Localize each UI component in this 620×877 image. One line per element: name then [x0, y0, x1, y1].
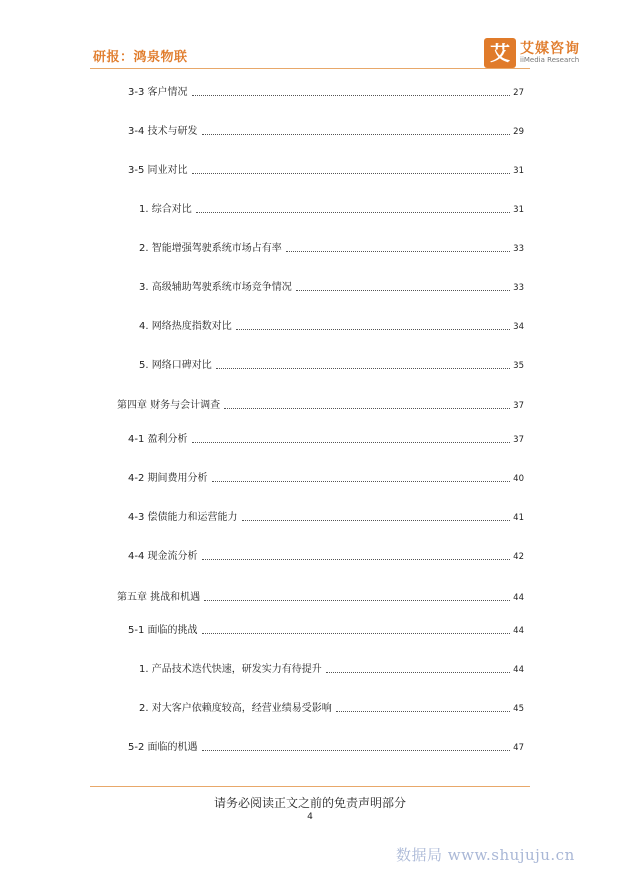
- toc-entry[interactable]: [139, 701, 524, 715]
- toc-entry-page: 29: [513, 127, 524, 137]
- toc-leader: [204, 600, 510, 601]
- toc-entry[interactable]: [139, 358, 524, 372]
- toc-leader: [192, 95, 511, 96]
- toc-entry[interactable]: [128, 124, 524, 138]
- toc-entry[interactable]: [117, 398, 524, 412]
- toc-entry-label: 1. 产品技术迭代快速，研发实力有待提升: [139, 664, 322, 675]
- toc-entry-label: 第四章 财务与会计调查: [117, 400, 221, 411]
- toc-entry-label: 2. 对大客户依赖度较高，经营业绩易受影响: [139, 703, 332, 714]
- footer-divider: [90, 786, 530, 787]
- toc-entry-page: 35: [513, 361, 524, 371]
- toc-entry-page: 45: [513, 704, 524, 714]
- toc-leader: [296, 290, 510, 291]
- toc-entry-label: 5-2 面临的机遇: [128, 742, 198, 753]
- toc-entry[interactable]: [128, 471, 524, 485]
- toc-leader: [192, 442, 511, 443]
- toc-entry-page: 40: [513, 474, 524, 484]
- toc-entry-page: 33: [513, 244, 524, 254]
- toc-entry[interactable]: [128, 510, 524, 524]
- header-divider: [90, 68, 530, 69]
- toc-entry-label: 4. 网络热度指数对比: [139, 321, 232, 332]
- toc-entry[interactable]: [128, 623, 524, 637]
- toc-entry-label: 4-1 盈利分析: [128, 434, 188, 445]
- toc-leader: [236, 329, 510, 330]
- toc-leader: [326, 672, 510, 673]
- toc-entry-page: 41: [513, 513, 524, 523]
- toc-entry-label: 5. 网络口碑对比: [139, 360, 212, 371]
- toc-entry[interactable]: [139, 319, 524, 333]
- toc-leader: [192, 173, 511, 174]
- toc-leader: [202, 134, 511, 135]
- toc-entry-page: 44: [513, 665, 524, 675]
- toc-leader: [196, 212, 510, 213]
- toc-entry[interactable]: [117, 590, 524, 604]
- toc-leader: [216, 368, 510, 369]
- logo-name: 艾媒咨询: [520, 41, 580, 57]
- toc-entry-page: 44: [513, 626, 524, 636]
- toc-entry[interactable]: [128, 85, 524, 99]
- watermark: 数据局 www.shujuju.cn: [396, 846, 575, 864]
- toc-entry[interactable]: [139, 241, 524, 255]
- toc-entry-label: 3. 高级辅助驾驶系统市场竞争情况: [139, 282, 292, 293]
- page-header: [0, 0, 620, 80]
- toc-entry[interactable]: [128, 432, 524, 446]
- toc-entry-label: 第五章 挑战和机遇: [117, 592, 201, 603]
- toc-entry-page: 42: [513, 552, 524, 562]
- toc-entry-page: 37: [513, 401, 524, 411]
- toc-entry-page: 47: [513, 743, 524, 753]
- report-title: 研报：鸿泉物联: [93, 50, 188, 65]
- toc-entry[interactable]: [139, 662, 524, 676]
- toc-entry-page: 27: [513, 88, 524, 98]
- toc-entry-page: 44: [513, 593, 524, 603]
- toc-entry-page: 34: [513, 322, 524, 332]
- toc-entry-page: 31: [513, 205, 524, 215]
- toc-entry-label: 4-4 现金流分析: [128, 551, 198, 562]
- logo-subtitle: iiMedia Research: [520, 56, 580, 64]
- toc-entry[interactable]: [139, 280, 524, 294]
- toc-entry-page: 33: [513, 283, 524, 293]
- toc-leader: [224, 408, 510, 409]
- toc-entry-label: 4-3 偿债能力和运营能力: [128, 512, 238, 523]
- iimedia-logo: [484, 38, 594, 70]
- toc-entry-page: 37: [513, 435, 524, 445]
- toc-leader: [212, 481, 511, 482]
- toc-leader: [286, 251, 510, 252]
- page-number: 4: [307, 812, 313, 822]
- toc-entry[interactable]: [128, 163, 524, 177]
- toc-entry-label: 2. 智能增强驾驶系统市场占有率: [139, 243, 282, 254]
- toc-leader: [242, 520, 511, 521]
- toc-leader: [336, 711, 510, 712]
- toc-entry[interactable]: [128, 740, 524, 754]
- toc-entry-label: 3-5 同业对比: [128, 165, 188, 176]
- toc-leader: [202, 633, 511, 634]
- toc-leader: [202, 750, 511, 751]
- toc-entry-label: 3-3 客户情况: [128, 87, 188, 98]
- disclaimer-notice: 请务必阅读正文之前的免责声明部分: [213, 796, 406, 810]
- logo-mark-icon: 艾: [484, 38, 516, 68]
- toc-entry[interactable]: [139, 202, 524, 216]
- toc-entry-label: 1. 综合对比: [139, 204, 192, 215]
- toc-entry-label: 5-1 面临的挑战: [128, 625, 198, 636]
- toc-entry-label: 4-2 期间费用分析: [128, 473, 208, 484]
- toc-entry-label: 3-4 技术与研发: [128, 126, 198, 137]
- toc-entry-page: 31: [513, 166, 524, 176]
- toc-leader: [202, 559, 511, 560]
- toc-entry[interactable]: [128, 549, 524, 563]
